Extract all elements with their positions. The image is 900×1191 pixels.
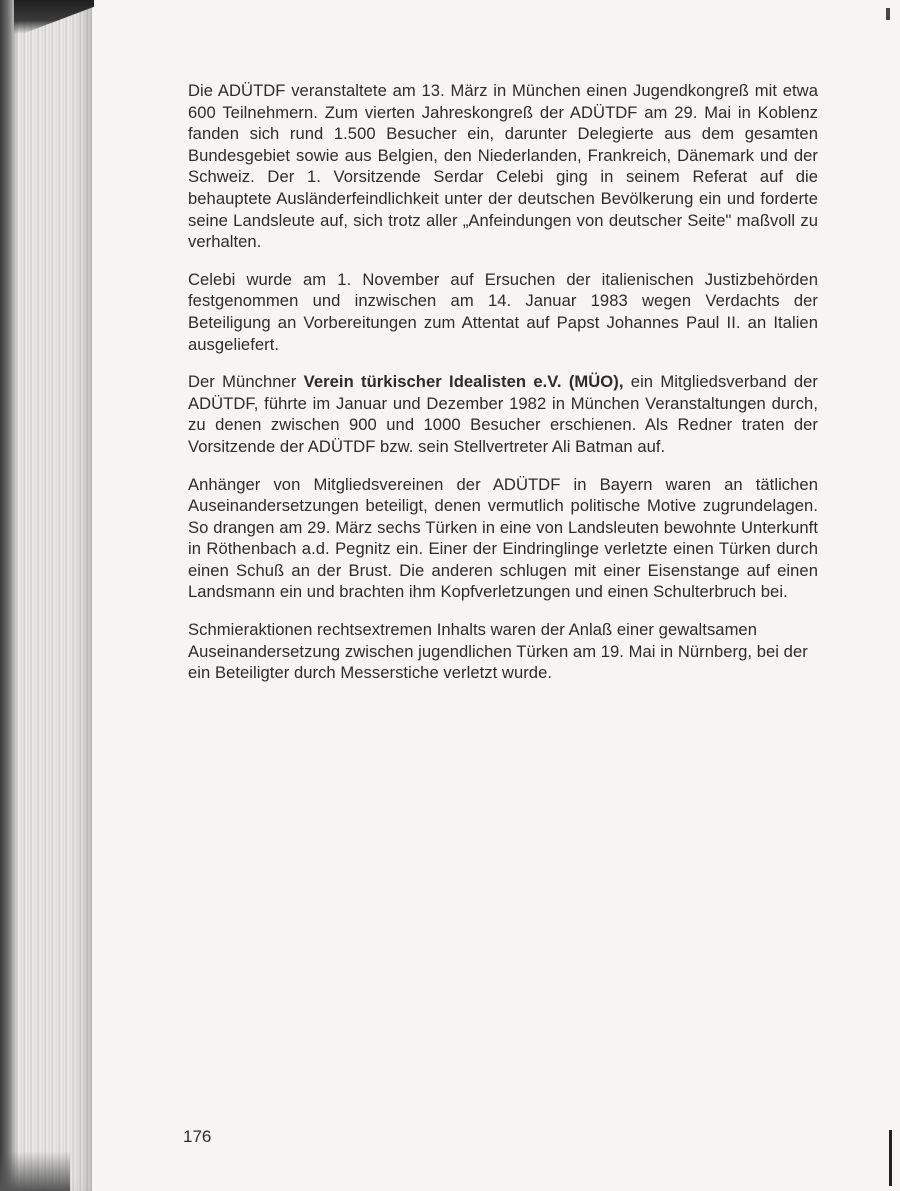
paragraph-text: Schmieraktionen rechtsextremen Inhalts waren der Anlaß einer gewaltsamen Auseinandersetzung zwischen jugendlichen Türken am 19. Mai in Nürnberg, bei der ein Beteiligter durch Messerstiche verletzt wurde. [188,620,808,683]
paragraph-celebi-arrest [188,269,818,355]
paragraph-text: Celebi wurde am 1. November auf Ersuchen der italienischen Justizbehörden festgenommen und inzwischen am 14. Januar 1983 wegen Verdachts der Beteiligung an Vorbereitungen zum Attentat auf Papst Johannes Paul II. an Italien ausgeliefert. [188,269,818,354]
paragraph-nuernberg [188,619,818,684]
scan-edge-mark [886,8,890,20]
organization-name: Verein türkischer Idealisten e.V. (MÜO), [303,372,624,392]
page-number: 176 [183,1127,212,1146]
paragraph-text: Die ADÜTDF veranstaltete am 13. März in München einen Jugendkongreß mit etwa 600 Teilnehmern. Zum vierten Jahreskongreß der ADÜTDF am 29. Mai in Koblenz fanden sich rund 1.500 Besucher ein, darunter Delegierte aus dem gesamten Bundesgebiet sowie aus Belgien, den Niederlanden, Frankreich, Dänemark und der Schweiz. Der 1. Vorsitzende Serdar Celebi ging in seinem Referat auf die behauptete Ausländerfeindlichkeit unter der deutschen Bevölkerung ein und forderte seine Landsleute auf, sich trotz aller „Anfeindungen von deutscher Seite" maßvoll zu verhalten. [188,81,818,252]
binding-shadow [0,0,18,1191]
scan-edge-line [889,1130,892,1186]
paragraph-congress [188,80,818,253]
paragraph-mueo [188,371,818,457]
body-text [188,80,818,700]
paragraph-text: Anhänger von Mitgliedsvereinen der ADÜTDF in Bayern waren an tätlichen Auseinandersetzungen beteiligt, denen vermutlich politische Motive zugrundelagen. So drangen am 29. März sechs Türken in eine von Landsleuten bewohnte Unterkunft in Röthenbach a.d. Pegnitz ein. Einer der Eindringlinge verletzte einen Türken durch einen Schuß an der Brust. Die anderen schlugen mit einer Eisenstange auf einen Landsmann ein und brachten ihm Kopfverletzungen und einen Schulterbruch bei. [188,474,818,602]
paragraph-clashes [188,474,818,604]
paragraph-text-pre: Der Münchner [188,372,304,392]
paragraph-text-post: ein Mitgliedsverband der ADÜTDF, führte im Januar und Dezember 1982 in München Veranstaltungen durch, zu denen zwischen 900 und 1000 Besucher erschienen. Als Redner traten der Vorsitzende der ADÜTDF bzw. sein Stellvertreter Ali Batman auf. [188,372,819,456]
scan-bottom-shadow [0,1151,70,1191]
